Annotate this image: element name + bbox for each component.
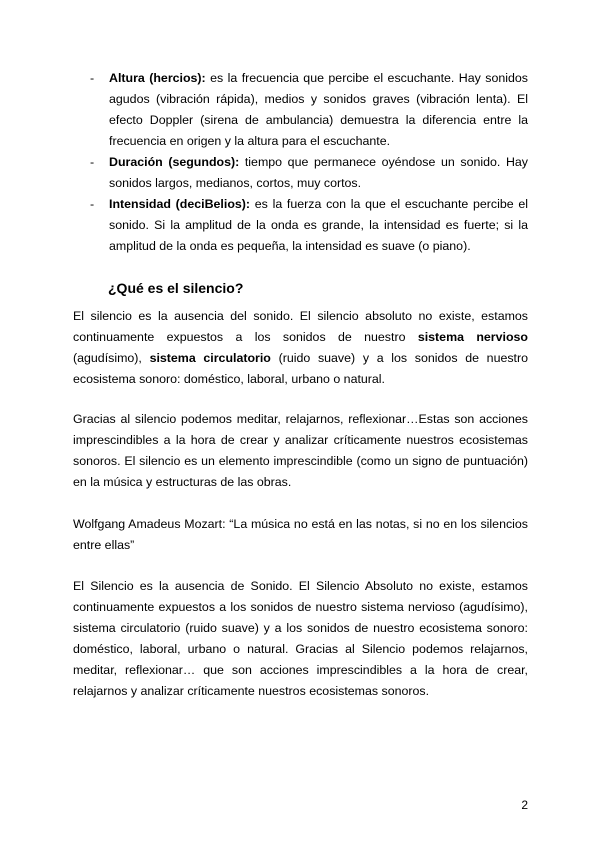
section-heading: ¿Qué es el silencio? (108, 280, 244, 296)
term-intensidad: Intensidad (deciBelios): (109, 197, 251, 211)
term-duracion: Duración (segundos): (109, 155, 240, 169)
bold-term: sistema nervioso (417, 330, 528, 344)
list-item-duracion (90, 152, 528, 194)
paragraph-mozart-quote: Wolfgang Amadeus Mozart: “La música no está en las notas, si no en los silencios entre ellas” (73, 517, 528, 552)
definition-intensidad: es la fuerza con la que el escuchante percibe el sonido. Si la amplitud de la onda es grande, la intensidad es fuerte; si la amplitud de la onda es pequeña, la intensidad es suave (o piano). (109, 197, 528, 253)
paragraph-silence-definition (73, 306, 528, 390)
paragraph-text: (ruido suave) y a los sonidos de nuestro ecosistema sonoro: doméstico, laboral, urbano o natural. (73, 351, 529, 386)
paragraph-silence-benefits: Gracias al silencio podemos meditar, relajarnos, reflexionar…Estas son acciones imprescindibles a la hora de crear y analizar críticamente nuestros ecosistemas sonoros. El silencio es un elemento imprescindible (como un signo de puntuación) en la música y estructuras de las obras. (73, 412, 528, 489)
paragraph-text: El silencio es la ausencia del sonido. El silencio absoluto no existe, estamos continuamente expuestos a los sonidos de nuestro (73, 309, 528, 344)
sound-properties-list (90, 68, 528, 257)
list-dash: - (90, 71, 95, 85)
paragraph-text: (agudísimo), (73, 351, 150, 365)
bold-term: sistema circulatorio (149, 351, 271, 365)
list-item-altura (90, 68, 528, 152)
term-altura: Altura (hercios): (109, 71, 206, 85)
definition-altura: es la frecuencia que percibe el escuchante. Hay sonidos agudos (vibración rápida), medios y sonidos graves (vibración lenta). El efecto Doppler (sirena de ambulancia) demuestra la diferencia entre la frecuencia en origen y la altura para el escuchante. (109, 71, 528, 148)
definition-duracion: tiempo que permanece oyéndose un sonido. Hay sonidos largos, medianos, cortos, muy cortos. (109, 155, 528, 190)
page-number: 2 (521, 798, 528, 812)
paragraph-silence-summary: El Silencio es la ausencia de Sonido. El Silencio Absoluto no existe, estamos continuamente expuestos a los sonidos de nuestro sistema nervioso (agudísimo), sistema circulatorio (ruido suave) y a los sonidos de nuestro ecosistema sonoro: doméstico, laboral, urbano o natural. Gracias al Silencio podemos relajarnos, meditar, reflexionar… que son acciones imprescindibles a la hora de crear, relajarnos y analizar críticamente nuestros ecosistemas sonoros. (73, 579, 528, 698)
list-dash: - (90, 155, 95, 169)
list-item-intensidad (90, 194, 528, 257)
list-dash: - (90, 197, 95, 211)
